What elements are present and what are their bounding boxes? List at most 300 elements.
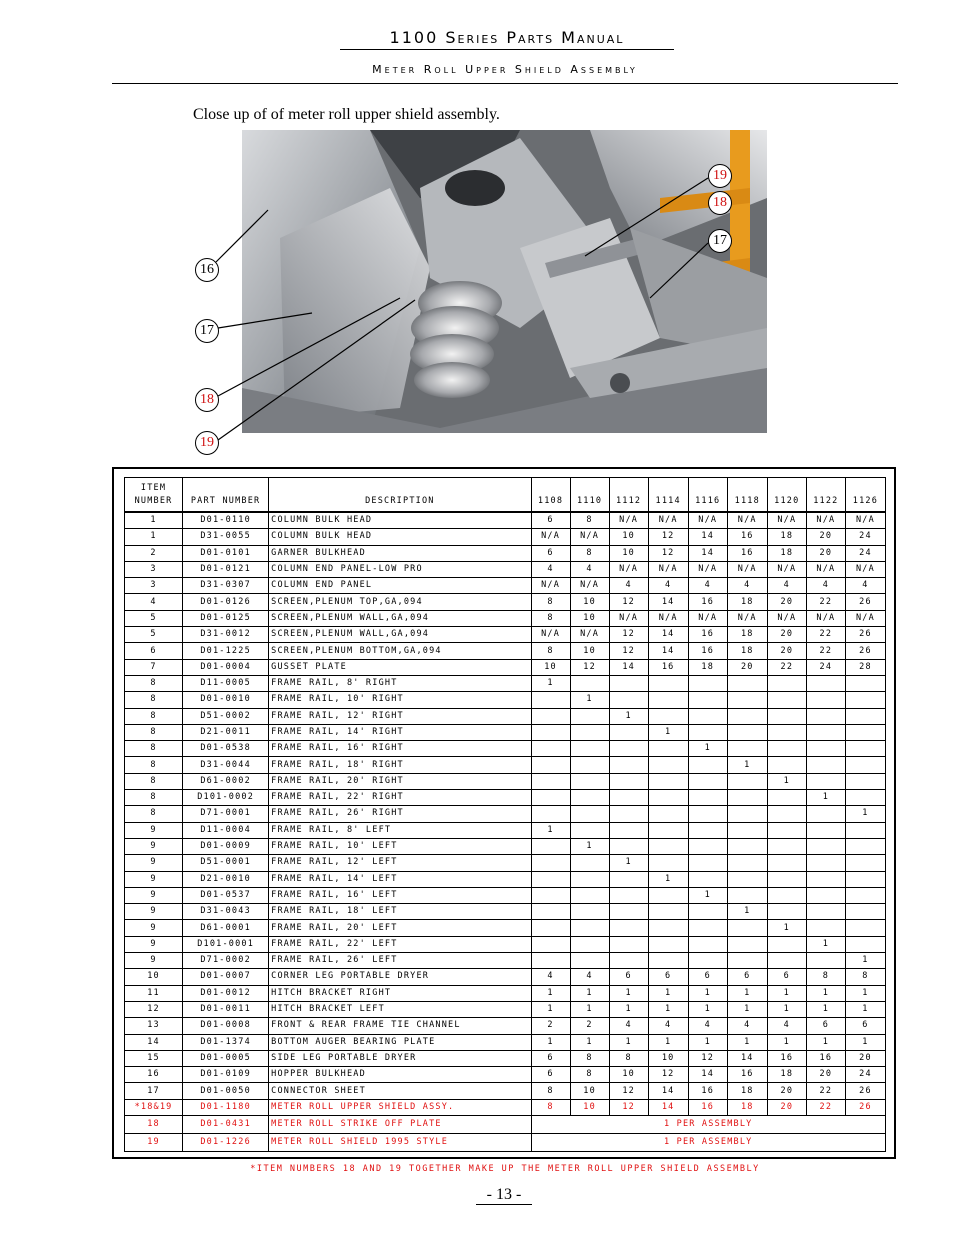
part-number-cell: D31-0307 — [183, 578, 269, 594]
quantity-cell: N/A — [570, 627, 609, 643]
part-number-cell: D01-0101 — [183, 545, 269, 561]
item-number-cell: 8 — [125, 806, 183, 822]
quantity-cell — [648, 936, 688, 952]
quantity-cell: 6 — [845, 1018, 885, 1034]
table-row — [125, 643, 886, 659]
description-cell: COLUMN BULK HEAD — [269, 529, 531, 545]
quantity-cell: 14 — [727, 1050, 767, 1066]
quantity-cell — [767, 692, 806, 708]
quantity-cell — [845, 675, 885, 691]
table-row — [125, 887, 886, 903]
quantity-cell — [767, 822, 806, 838]
item-number-cell: 9 — [125, 936, 183, 952]
quantity-cell: N/A — [648, 561, 688, 577]
item-number-cell: 3 — [125, 561, 183, 577]
quantity-cell — [688, 855, 727, 871]
quantity-cell: 8 — [531, 1099, 570, 1115]
description-cell: FRAME RAIL, 12' RIGHT — [269, 708, 531, 724]
quantity-cell: 6 — [688, 969, 727, 985]
quantity-cell — [609, 692, 648, 708]
quantity-cell: N/A — [845, 610, 885, 626]
quantity-cell: 1 — [570, 692, 609, 708]
quantity-cell: 4 — [531, 561, 570, 577]
description-cell: FRAME RAIL, 14' RIGHT — [269, 724, 531, 740]
quantity-cell: 4 — [727, 578, 767, 594]
description-cell: HITCH BRACKET LEFT — [269, 1001, 531, 1017]
assembly-photo-drawing — [190, 128, 770, 458]
quantity-cell — [688, 838, 727, 854]
table-row — [125, 627, 886, 643]
quantity-cell: 20 — [767, 594, 806, 610]
item-number-cell: 9 — [125, 887, 183, 903]
description-cell: FRAME RAIL, 22' LEFT — [269, 936, 531, 952]
quantity-cell: 16 — [727, 529, 767, 545]
quantity-cell: 10 — [570, 610, 609, 626]
description-cell: CONNECTOR SHEET — [269, 1083, 531, 1099]
part-number-cell: D11-0005 — [183, 675, 269, 691]
item-number-cell: 5 — [125, 627, 183, 643]
quantity-cell: 4 — [609, 1018, 648, 1034]
quantity-cell — [806, 855, 845, 871]
quantity-cell: 1 — [767, 1034, 806, 1050]
quantity-cell: 1 — [845, 1034, 885, 1050]
quantity-cell — [531, 692, 570, 708]
item-number-cell: 10 — [125, 969, 183, 985]
quantity-cell — [570, 953, 609, 969]
quantity-cell — [648, 692, 688, 708]
quantity-cell — [531, 773, 570, 789]
quantity-cell: 4 — [767, 578, 806, 594]
description-cell: FRAME RAIL, 14' LEFT — [269, 871, 531, 887]
quantity-cell: 1 — [727, 904, 767, 920]
col-model: 1122 — [806, 478, 845, 513]
table-row — [125, 790, 886, 806]
quantity-cell: 12 — [609, 594, 648, 610]
quantity-cell — [806, 953, 845, 969]
quantity-cell: 18 — [727, 1083, 767, 1099]
quantity-cell — [570, 920, 609, 936]
quantity-cell: 1 — [806, 936, 845, 952]
table-row — [125, 822, 886, 838]
description-cell: FRAME RAIL, 10' LEFT — [269, 838, 531, 854]
quantity-cell: N/A — [609, 561, 648, 577]
quantity-cell — [688, 724, 727, 740]
quantity-cell: 14 — [688, 545, 727, 561]
quantity-cell: 8 — [845, 969, 885, 985]
quantity-cell: 18 — [727, 1099, 767, 1115]
quantity-cell — [845, 790, 885, 806]
quantity-cell: 1 — [806, 790, 845, 806]
quantity-cell — [845, 741, 885, 757]
quantity-cell — [845, 887, 885, 903]
col-model: 1118 — [727, 478, 767, 513]
quantity-cell: 4 — [845, 578, 885, 594]
description-cell: FRAME RAIL, 26' LEFT — [269, 953, 531, 969]
auger-screw — [410, 281, 502, 398]
item-number-cell: 9 — [125, 871, 183, 887]
quantity-cell: 1 — [531, 675, 570, 691]
col-model: 1110 — [570, 478, 609, 513]
quantity-cell: 14 — [648, 627, 688, 643]
quantity-cell: 1 — [531, 985, 570, 1001]
quantity-cell — [531, 953, 570, 969]
quantity-cell: 26 — [845, 643, 885, 659]
quantity-cell — [531, 838, 570, 854]
quantity-cell — [845, 936, 885, 952]
quantity-cell: 1 — [727, 1001, 767, 1017]
quantity-cell — [570, 757, 609, 773]
col-model: 1116 — [688, 478, 727, 513]
part-number-cell: D21-0010 — [183, 871, 269, 887]
quantity-cell: 20 — [767, 1083, 806, 1099]
quantity-cell: 1 — [531, 1001, 570, 1017]
quantity-cell — [609, 822, 648, 838]
quantity-cell: 18 — [767, 529, 806, 545]
quantity-cell: 16 — [806, 1050, 845, 1066]
description-cell: METER ROLL UPPER SHIELD ASSY. — [269, 1099, 531, 1115]
quantity-cell — [688, 936, 727, 952]
quantity-cell: 8 — [570, 1067, 609, 1083]
quantity-cell — [570, 887, 609, 903]
quantity-cell: 20 — [727, 659, 767, 675]
parts-table-body — [125, 512, 886, 1151]
quantity-cell: 16 — [648, 659, 688, 675]
table-row — [125, 969, 886, 985]
quantity-cell: 14 — [648, 594, 688, 610]
table-row — [125, 1001, 886, 1017]
part-number-cell: D01-0537 — [183, 887, 269, 903]
quantity-cell — [767, 887, 806, 903]
quantity-cell — [609, 724, 648, 740]
quantity-cell: 1 — [609, 708, 648, 724]
quantity-cell: 1 — [727, 1034, 767, 1050]
part-number-cell: D01-1180 — [183, 1099, 269, 1115]
quantity-cell — [688, 692, 727, 708]
callout-17-left: 17 — [195, 319, 219, 343]
table-row — [125, 610, 886, 626]
quantity-cell — [688, 757, 727, 773]
quantity-cell — [570, 675, 609, 691]
table-row — [125, 708, 886, 724]
quantity-cell: 1 — [845, 953, 885, 969]
quantity-cell — [767, 708, 806, 724]
item-number-cell: 5 — [125, 610, 183, 626]
quantity-cell: 1 — [767, 1001, 806, 1017]
callout-19-left: 19 — [195, 431, 219, 455]
quantity-cell: 1 — [570, 985, 609, 1001]
col-model: 1108 — [531, 478, 570, 513]
quantity-cell — [767, 741, 806, 757]
quantity-cell — [609, 920, 648, 936]
quantity-cell: 20 — [806, 529, 845, 545]
quantity-cell: 12 — [609, 1099, 648, 1115]
part-number-cell: D51-0002 — [183, 708, 269, 724]
quantity-cell: N/A — [648, 610, 688, 626]
table-row — [125, 757, 886, 773]
item-number-cell: 9 — [125, 838, 183, 854]
description-cell: FRAME RAIL, 26' RIGHT — [269, 806, 531, 822]
quantity-cell: N/A — [609, 512, 648, 529]
quantity-cell: 14 — [688, 1067, 727, 1083]
description-cell: FRAME RAIL, 8' LEFT — [269, 822, 531, 838]
quantity-cell — [767, 790, 806, 806]
quantity-cell — [845, 692, 885, 708]
part-number-cell: D31-0044 — [183, 757, 269, 773]
callout-18-left: 18 — [195, 388, 219, 412]
quantity-cell: 2 — [531, 1018, 570, 1034]
item-number-cell: 8 — [125, 790, 183, 806]
quantity-cell: N/A — [688, 610, 727, 626]
parts-table — [124, 477, 886, 1152]
quantity-cell: N/A — [767, 512, 806, 529]
quantity-cell — [688, 806, 727, 822]
quantity-cell — [609, 887, 648, 903]
quantity-cell: 22 — [767, 659, 806, 675]
quantity-cell: 18 — [727, 627, 767, 643]
quantity-cell: 12 — [570, 659, 609, 675]
table-row — [125, 1018, 886, 1034]
quantity-cell — [727, 806, 767, 822]
table-row — [125, 904, 886, 920]
quantity-cell — [767, 806, 806, 822]
item-number-cell: 7 — [125, 659, 183, 675]
quantity-cell: N/A — [688, 561, 727, 577]
quantity-cell — [648, 806, 688, 822]
table-row — [125, 806, 886, 822]
quantity-cell: 1 — [688, 887, 727, 903]
item-number-cell: 14 — [125, 1034, 183, 1050]
quantity-cell — [648, 838, 688, 854]
quantity-cell — [727, 675, 767, 691]
part-number-cell: D31-0012 — [183, 627, 269, 643]
quantity-cell — [531, 708, 570, 724]
quantity-cell: 4 — [570, 561, 609, 577]
quantity-cell: 14 — [648, 643, 688, 659]
quantity-cell — [845, 838, 885, 854]
quantity-cell: 12 — [648, 545, 688, 561]
quantity-cell: 16 — [727, 1067, 767, 1083]
description-cell: METER ROLL SHIELD 1995 STYLE — [269, 1133, 531, 1151]
quantity-cell — [845, 708, 885, 724]
quantity-cell — [648, 790, 688, 806]
quantity-cell: 6 — [806, 1018, 845, 1034]
part-number-cell: D01-0007 — [183, 969, 269, 985]
quantity-cell — [570, 724, 609, 740]
col-part-number: PART NUMBER — [183, 478, 269, 513]
quantity-cell — [609, 757, 648, 773]
part-number-cell: D71-0002 — [183, 953, 269, 969]
part-number-cell: D21-0011 — [183, 724, 269, 740]
quantity-cell: 10 — [570, 643, 609, 659]
item-number-cell: 8 — [125, 773, 183, 789]
col-model: 1126 — [845, 478, 885, 513]
quantity-cell: 4 — [648, 1018, 688, 1034]
quantity-cell — [845, 822, 885, 838]
item-number-cell: 8 — [125, 675, 183, 691]
quantity-cell — [806, 920, 845, 936]
quantity-cell — [688, 871, 727, 887]
quantity-cell — [727, 741, 767, 757]
quantity-cell — [531, 936, 570, 952]
quantity-cell — [845, 773, 885, 789]
quantity-cell: N/A — [845, 512, 885, 529]
quantity-cell: 6 — [531, 1067, 570, 1083]
description-cell: SCREEN,PLENUM WALL,GA,094 — [269, 610, 531, 626]
part-number-cell: D01-0126 — [183, 594, 269, 610]
part-number-cell: D01-0121 — [183, 561, 269, 577]
quantity-cell: 1 — [845, 806, 885, 822]
quantity-cell: 26 — [845, 627, 885, 643]
col-model: 1120 — [767, 478, 806, 513]
description-cell: SCREEN,PLENUM WALL,GA,094 — [269, 627, 531, 643]
quantity-cell: 10 — [648, 1050, 688, 1066]
quantity-cell: N/A — [688, 512, 727, 529]
quantity-cell: 1 — [570, 1034, 609, 1050]
table-row — [125, 1034, 886, 1050]
quantity-cell: 18 — [727, 594, 767, 610]
footnote: *ITEM NUMBERS 18 AND 19 TOGETHER MAKE UP THE METER ROLL UPPER SHIELD ASSEMBLY — [250, 1164, 760, 1174]
part-number-cell: D101-0002 — [183, 790, 269, 806]
item-number-cell: 11 — [125, 985, 183, 1001]
quantity-cell — [570, 822, 609, 838]
part-number-cell: D01-0538 — [183, 741, 269, 757]
quantity-cell: 1 — [570, 838, 609, 854]
description-cell: METER ROLL STRIKE OFF PLATE — [269, 1115, 531, 1133]
quantity-cell: 4 — [570, 969, 609, 985]
quantity-cell — [648, 675, 688, 691]
quantity-cell — [648, 708, 688, 724]
quantity-cell — [531, 806, 570, 822]
quantity-cell: N/A — [806, 561, 845, 577]
quantity-cell: 28 — [845, 659, 885, 675]
quantity-cell: 8 — [609, 1050, 648, 1066]
quantity-cell: 4 — [531, 969, 570, 985]
quantity-cell: 1 — [806, 1001, 845, 1017]
quantity-cell — [727, 855, 767, 871]
table-row — [125, 953, 886, 969]
item-number-cell: 19 — [125, 1133, 183, 1151]
part-number-cell: D31-0055 — [183, 529, 269, 545]
description-cell: COLUMN BULK HEAD — [269, 512, 531, 529]
quantity-cell — [609, 871, 648, 887]
quantity-cell: 12 — [648, 529, 688, 545]
part-number-cell: D61-0001 — [183, 920, 269, 936]
quantity-cell — [648, 920, 688, 936]
quantity-cell: 1 — [727, 985, 767, 1001]
item-number-cell: 4 — [125, 594, 183, 610]
quantity-cell — [531, 855, 570, 871]
assembly-photo — [190, 128, 770, 458]
table-row — [125, 1067, 886, 1083]
quantity-cell — [727, 724, 767, 740]
description-cell: FRAME RAIL, 22' RIGHT — [269, 790, 531, 806]
part-number-cell: D101-0001 — [183, 936, 269, 952]
table-row — [125, 741, 886, 757]
quantity-cell: 8 — [531, 594, 570, 610]
quantity-cell — [570, 741, 609, 757]
quantity-cell — [609, 904, 648, 920]
quantity-cell — [845, 920, 885, 936]
quantity-cell: N/A — [767, 610, 806, 626]
description-cell: FRONT & REAR FRAME TIE CHANNEL — [269, 1018, 531, 1034]
item-number-cell: 12 — [125, 1001, 183, 1017]
description-cell: FRAME RAIL, 20' LEFT — [269, 920, 531, 936]
table-row — [125, 920, 886, 936]
quantity-cell: 1 — [609, 1001, 648, 1017]
item-number-cell: 1 — [125, 529, 183, 545]
quantity-cell: 1 — [688, 985, 727, 1001]
item-number-cell: 15 — [125, 1050, 183, 1066]
quantity-cell: 4 — [806, 578, 845, 594]
quantity-cell: 6 — [648, 969, 688, 985]
quantity-cell: 4 — [609, 578, 648, 594]
header-rule — [112, 83, 898, 84]
quantity-cell: 22 — [806, 627, 845, 643]
description-cell: FRAME RAIL, 16' LEFT — [269, 887, 531, 903]
table-row — [125, 1083, 886, 1099]
quantity-cell — [806, 887, 845, 903]
quantity-cell — [727, 692, 767, 708]
table-row — [125, 561, 886, 577]
table-row — [125, 838, 886, 854]
item-number-cell: 9 — [125, 953, 183, 969]
quantity-cell — [648, 904, 688, 920]
quantity-cell — [648, 822, 688, 838]
quantity-cell — [531, 904, 570, 920]
quantity-cell — [806, 724, 845, 740]
description-cell: SCREEN,PLENUM BOTTOM,GA,094 — [269, 643, 531, 659]
quantity-cell: 4 — [727, 1018, 767, 1034]
quantity-cell — [688, 675, 727, 691]
quantity-cell — [648, 887, 688, 903]
quantity-cell: 1 — [609, 985, 648, 1001]
quantity-cell: 1 — [727, 757, 767, 773]
photo-image — [242, 130, 767, 433]
quantity-cell — [727, 871, 767, 887]
part-number-cell: D31-0043 — [183, 904, 269, 920]
quantity-cell: 22 — [806, 1083, 845, 1099]
part-number-cell: D01-0431 — [183, 1115, 269, 1133]
quantity-cell: 6 — [531, 1050, 570, 1066]
quantity-cell: 10 — [609, 1067, 648, 1083]
table-row — [125, 936, 886, 952]
quantity-cell: 16 — [727, 545, 767, 561]
part-number-cell: D01-0125 — [183, 610, 269, 626]
quantity-cell: 8 — [531, 643, 570, 659]
quantity-cell — [767, 871, 806, 887]
quantity-cell — [531, 741, 570, 757]
quantity-cell — [727, 920, 767, 936]
callout-18-right: 18 — [708, 191, 732, 215]
description-cell: FRAME RAIL, 10' RIGHT — [269, 692, 531, 708]
quantity-cell — [727, 773, 767, 789]
item-number-cell: 9 — [125, 855, 183, 871]
description-cell: FRAME RAIL, 16' RIGHT — [269, 741, 531, 757]
table-row — [125, 855, 886, 871]
table-row — [125, 985, 886, 1001]
table-row — [125, 529, 886, 545]
quantity-cell — [845, 855, 885, 871]
quantity-cell — [688, 953, 727, 969]
quantity-cell — [767, 675, 806, 691]
item-number-cell: 8 — [125, 692, 183, 708]
quantity-cell: 16 — [767, 1050, 806, 1066]
quantity-cell: 1 — [806, 1034, 845, 1050]
quantity-cell: 1 — [648, 985, 688, 1001]
quantity-span-cell: 1 PER ASSEMBLY — [531, 1115, 885, 1133]
quantity-cell: N/A — [806, 512, 845, 529]
quantity-cell: 12 — [648, 1067, 688, 1083]
